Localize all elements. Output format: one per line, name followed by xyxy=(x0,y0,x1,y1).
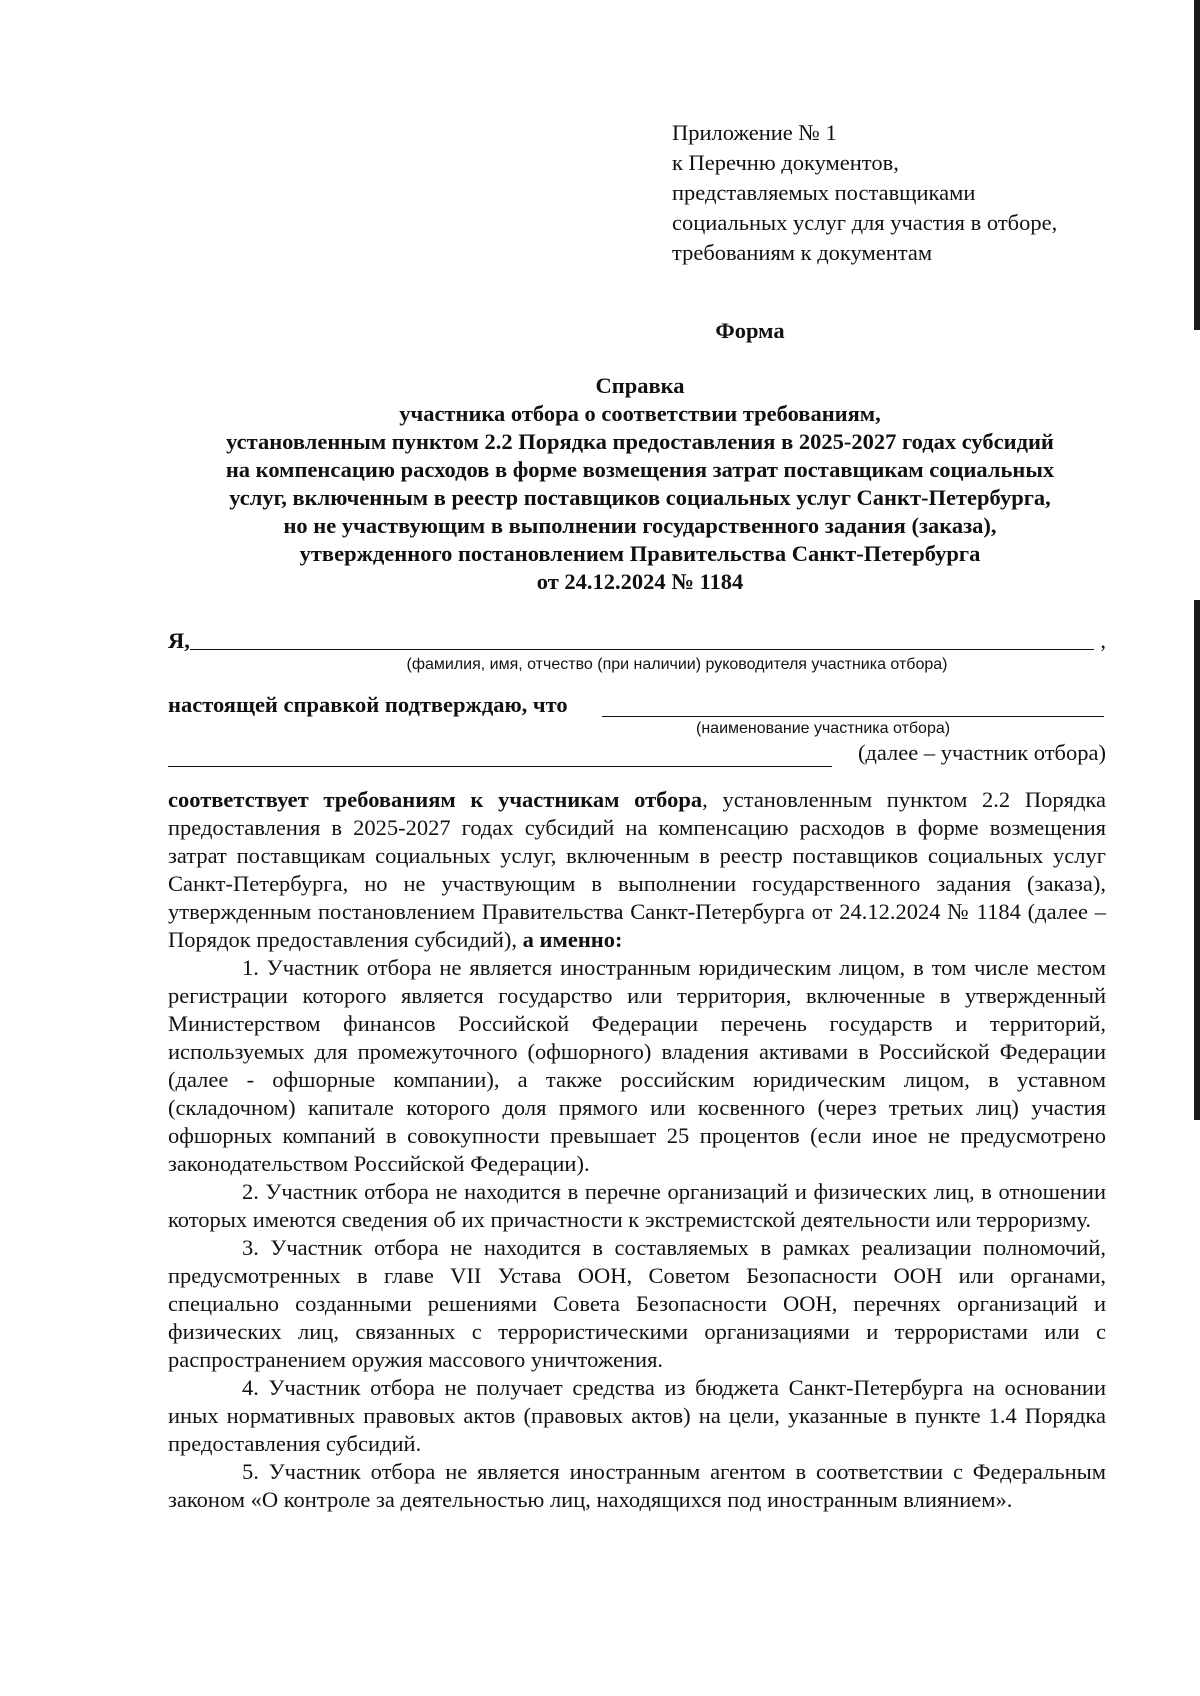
requirement-item: 5. Участник отбора не является иностранным агентом в соответствии с Федеральным законом «О контроле за деятельностью лиц, находящихся под иностранным влиянием». xyxy=(168,1459,1106,1512)
appendix-header xyxy=(672,118,1112,268)
appendix-line: Приложение № 1 xyxy=(672,120,837,145)
signer-row xyxy=(168,628,1106,658)
requirement-item: 1. Участник отбора не является иностранным юридическим лицом, в том числе местом регистрации которого является государство или территория, включенные в утвержденный Министерством финансов Российской Федерации перечень государств и территорий, используемых для промежуточного (офшорного) владения активами в Российской Федерации (далее - офшорные компании), а также российским юридическим лицом, в уставном (складочном) капитале которого доля прямого или косвенного (через третьих лиц) участия офшорных компаний в совокупности превышает 25 процентов (если иное не предусмотрено законодательством Российской Федерации). xyxy=(168,955,1106,1176)
appendix-line: к Перечню документов, xyxy=(672,150,899,175)
participant-after-text: (далее – участник отбора) xyxy=(857,740,1106,765)
signer-prefix: Я, xyxy=(168,628,190,653)
signer-caption: (фамилия, имя, отчество (при наличии) руководителя участника отбора) xyxy=(406,656,948,673)
title-line: от 24.12.2024 № 1184 xyxy=(536,569,744,594)
title-line: на компенсацию расходов в форме возмещения затрат поставщикам социальных xyxy=(225,457,1055,482)
intro-tail-bold: а именно: xyxy=(522,927,623,952)
signer-suffix: , xyxy=(1100,628,1106,653)
confirm-row xyxy=(168,692,1106,722)
title-line: участника отбора о соответствии требованиям, xyxy=(399,401,881,426)
intro-paragraph xyxy=(168,786,1106,954)
title-line: но не участвующим в выполнении государственного задания (заказа), xyxy=(283,513,997,538)
signer-name-field[interactable] xyxy=(190,649,1094,650)
intro-bold: соответствует требованиям к участникам отбора xyxy=(168,787,703,812)
requirement-item: 4. Участник отбора не получает средства из бюджета Санкт-Петербурга на основании иных нормативных правовых актов (правовых актов) на цели, указанные в пункте 1.4 Порядка предоставления субсидий. xyxy=(168,1375,1106,1456)
participant-name-field[interactable] xyxy=(602,716,1104,717)
participant-name-field-continued[interactable] xyxy=(168,766,832,767)
participant-caption: (наименование участника отбора) xyxy=(696,720,951,737)
confirm-label: настоящей справкой подтверждаю, что xyxy=(168,692,568,717)
title-line: утвержденного постановлением Правительства Санкт-Петербурга xyxy=(299,541,981,566)
requirement-item: 3. Участник отбора не находится в составляемых в рамках реализации полномочий, предусмотренных в главе VII Устава ООН, Советом Безопасности ООН или органами, специально созданными решениями Совета Безопасности ООН, перечнях организаций и физических лиц, связанных с террористическими организациями и террористами или с распространением оружия массового уничтожения. xyxy=(168,1235,1106,1372)
intro-text: , установленным пунктом 2.2 Порядка предоставления в 2025-2027 годах субсидий на компенсацию расходов в форме возмещения затрат поставщикам социальных услуг, включенным в реестр поставщиков социальных услуг Санкт-Петербурга, но не участвующим в выполнении государственного задания (заказа), утвержденным постановлением Правительства Санкт-Петербурга от 24.12.2024 № 1184 (далее – Порядок предоставления субсидий), xyxy=(168,787,1106,952)
title-line: Справка xyxy=(595,373,685,398)
participant-row xyxy=(168,740,1106,770)
title-line: установленным пунктом 2.2 Порядка предоставления в 2025-2027 годах субсидий xyxy=(226,429,1054,454)
document-title xyxy=(170,372,1110,596)
title-line: услуг, включенным в реестр поставщиков социальных услуг Санкт-Петербурга, xyxy=(229,485,1051,510)
appendix-line: социальных услуг для участия в отборе, xyxy=(672,210,1058,235)
appendix-line: требованиям к документам xyxy=(672,240,933,265)
form-label: Форма xyxy=(715,318,785,343)
scan-edge-mark xyxy=(1194,0,1200,330)
scan-edge-mark xyxy=(1194,600,1200,1120)
requirement-item: 2. Участник отбора не находится в перечне организаций и физических лиц, в отношении которых имеются сведения об их причастности к экстремистской деятельности или терроризму. xyxy=(168,1179,1106,1232)
appendix-line: представляемых поставщиками xyxy=(672,180,976,205)
document-body xyxy=(168,786,1106,1514)
